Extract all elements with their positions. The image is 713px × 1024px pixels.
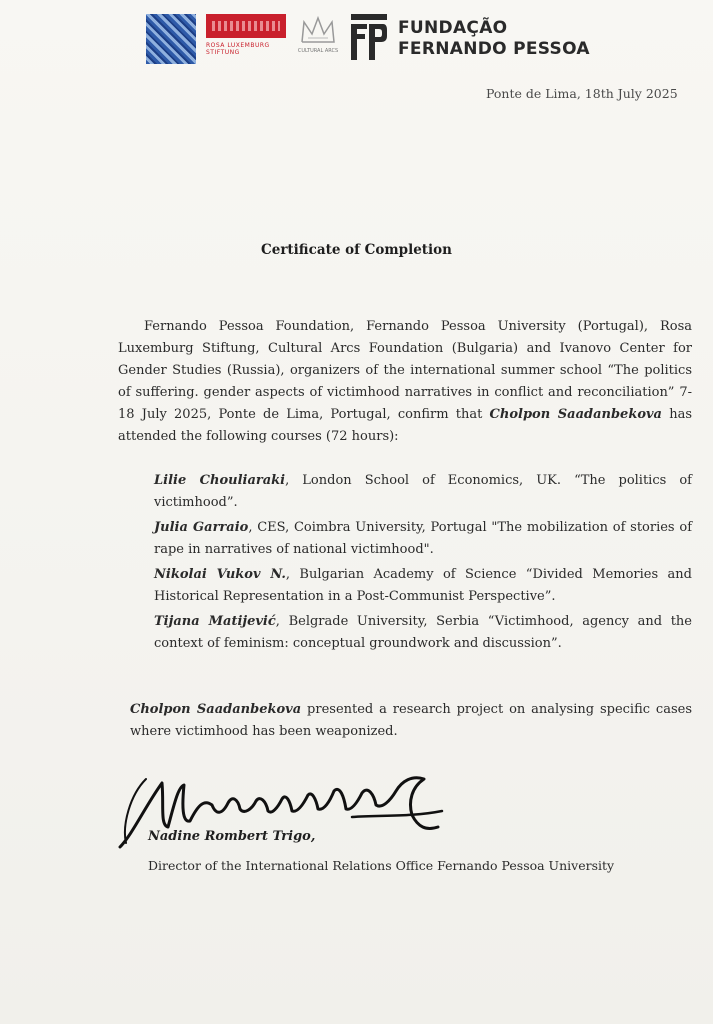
courses-list [154,470,692,658]
course-item [154,564,692,608]
signatory-role: Director of the International Relations Office Fernando Pessoa University [148,858,615,873]
course-item [154,517,692,561]
fundacao-logo-icon [349,12,389,62]
presented-text: presented a research project on analysing specific cases where victimhood has been weaponized. [130,702,693,739]
foundation-name-line1: FUNDAÇÃO [398,18,508,38]
course-item [154,611,692,655]
intro-paragraph [118,316,692,448]
course-lecturer: Tijana Matijević [154,614,276,629]
participant-name: Cholpon Saadanbekova [489,407,662,422]
course-lecturer: Julia Garraio [154,520,249,535]
rosa-logo-text: ROSA LUXEMBURG STIFTUNG [206,42,270,56]
partner-logo-blue [146,14,196,64]
certificate-date: Ponte de Lima, 18th July 2025 [486,86,678,101]
presented-paragraph [130,699,692,743]
course-lecturer: Lilie Chouliaraki [154,473,286,488]
rosa-logo-bar [206,14,286,38]
intro-text-after: has attended the following courses (72 hours): [118,407,692,444]
course-details: , Bulgarian Academy of Science “Divided Memories and Historical Representation in a Post-Communist Perspective”. [154,567,692,604]
intro-text-before: Fernando Pessoa Foundation, Fernando Pessoa University (Portugal), Rosa Luxemburg Stiftung, Cultural Arcs Foundation (Bulgaria) and Ivanovo Center for Gender Studies (Russia), organizers of the international summer school “The politics of suffering. gender aspects of victimhood narratives in conflict and reconciliation” 7-18 July 2025, Ponte de Lima, Portugal, confirm that [118,319,692,422]
presenter-name: Cholpon Saadanbekova [130,702,302,717]
signatory-name: Nadine Rombert Trigo, [148,829,316,844]
foundation-name [398,18,590,60]
foundation-name-line2: FERNANDO PESSOA [398,39,590,59]
course-lecturer: Nikolai Vukov N. [154,567,286,582]
crown-icon [296,14,340,48]
rosa-luxemburg-logo [206,14,286,62]
course-details: , CES, Coimbra University, Portugal "The mobilization of stories of rape in narratives of national victimhood". [154,520,692,557]
course-details: , London School of Economics, UK. “The politics of victimhood”. [154,473,692,510]
cultural-arcs-text: CULTURAL ARCS [297,48,339,54]
course-details: , Belgrade University, Serbia “Victimhood, agency and the context of feminism: conceptual groundwork and discussion”. [154,614,692,651]
course-item [154,470,692,514]
certificate-title: Certificate of Completion [260,242,452,258]
cultural-arcs-logo [296,14,340,62]
